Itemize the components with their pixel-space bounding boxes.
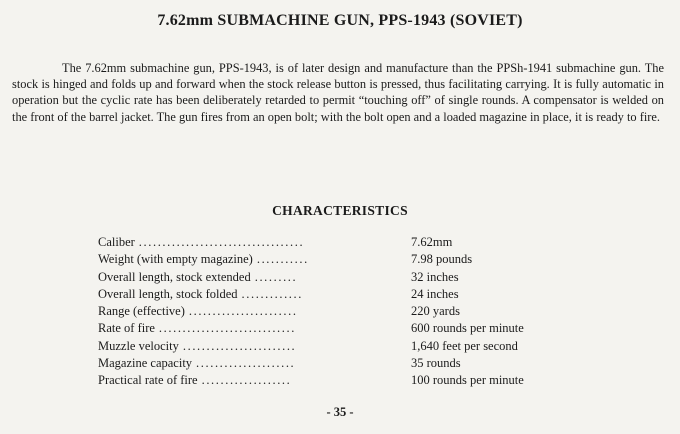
dot-leader: ........... [256, 252, 309, 267]
dot-leader: ........................ [182, 338, 297, 353]
description-paragraph: The 7.62mm submachine gun, PPS-1943, is of later design and manufacture than the PPSh-1941 submachine gun. The stock is hinged and folds up and forward when the stock release button is pressed, thus facilitating carrying. It is fully automatic in operation but the cyclic rate has been deliberately retarded to permit “touching off” of single rounds. A compensator is welded on the front of the barrel jacket. The gun fires from an open bolt; with the bolt open and a loaded magazine in place, it is ready to fire. [12, 61, 664, 124]
spec-value: 220 yards [411, 304, 460, 319]
spec-label: Practical rate of fire [98, 373, 198, 388]
spec-label: Rate of fire [98, 321, 155, 336]
spec-row-practical-rate [98, 373, 598, 390]
spec-value: 1,640 feet per second [411, 338, 518, 353]
dot-leader: ............................. [158, 321, 296, 336]
spec-row-length-folded [98, 287, 598, 304]
spec-row-weight [98, 252, 598, 269]
spec-row-caliber [98, 235, 598, 252]
spec-row-length-extended [98, 270, 598, 287]
dot-leader: ..................... [196, 356, 296, 371]
page-title: 7.62mm SUBMACHINE GUN, PPS-1943 (SOVIET) [157, 12, 523, 29]
spec-label: Weight (with empty magazine) [98, 252, 253, 267]
spec-value: 600 rounds per minute [411, 321, 524, 336]
characteristics-heading: CHARACTERISTICS [272, 203, 408, 218]
spec-value: 7.62mm [411, 235, 453, 249]
spec-row-muzzle-velocity [98, 339, 598, 356]
spec-value: 100 rounds per minute [411, 373, 524, 388]
characteristics-list [98, 235, 598, 391]
dot-leader: ................... [201, 373, 292, 388]
spec-label: Caliber [98, 235, 135, 249]
spec-row-rate-of-fire [98, 321, 598, 338]
spec-value: 35 rounds [411, 356, 461, 371]
spec-label: Overall length, stock extended [98, 269, 251, 284]
dot-leader: ............. [241, 286, 303, 301]
page-number: - 35 - [326, 405, 354, 419]
spec-row-range [98, 304, 598, 321]
spec-value: 32 inches [411, 269, 459, 284]
dot-leader: ....................... [188, 304, 298, 319]
spec-label: Overall length, stock folded [98, 286, 238, 301]
spec-label: Range (effective) [98, 304, 185, 319]
spec-label: Muzzle velocity [98, 338, 179, 353]
dot-leader: ................................... [138, 235, 305, 249]
spec-value: 7.98 pounds [411, 252, 473, 267]
spec-value: 24 inches [411, 286, 459, 301]
dot-leader: ......... [254, 269, 298, 284]
spec-label: Magazine capacity [98, 356, 193, 371]
spec-row-magazine-capacity [98, 356, 598, 373]
